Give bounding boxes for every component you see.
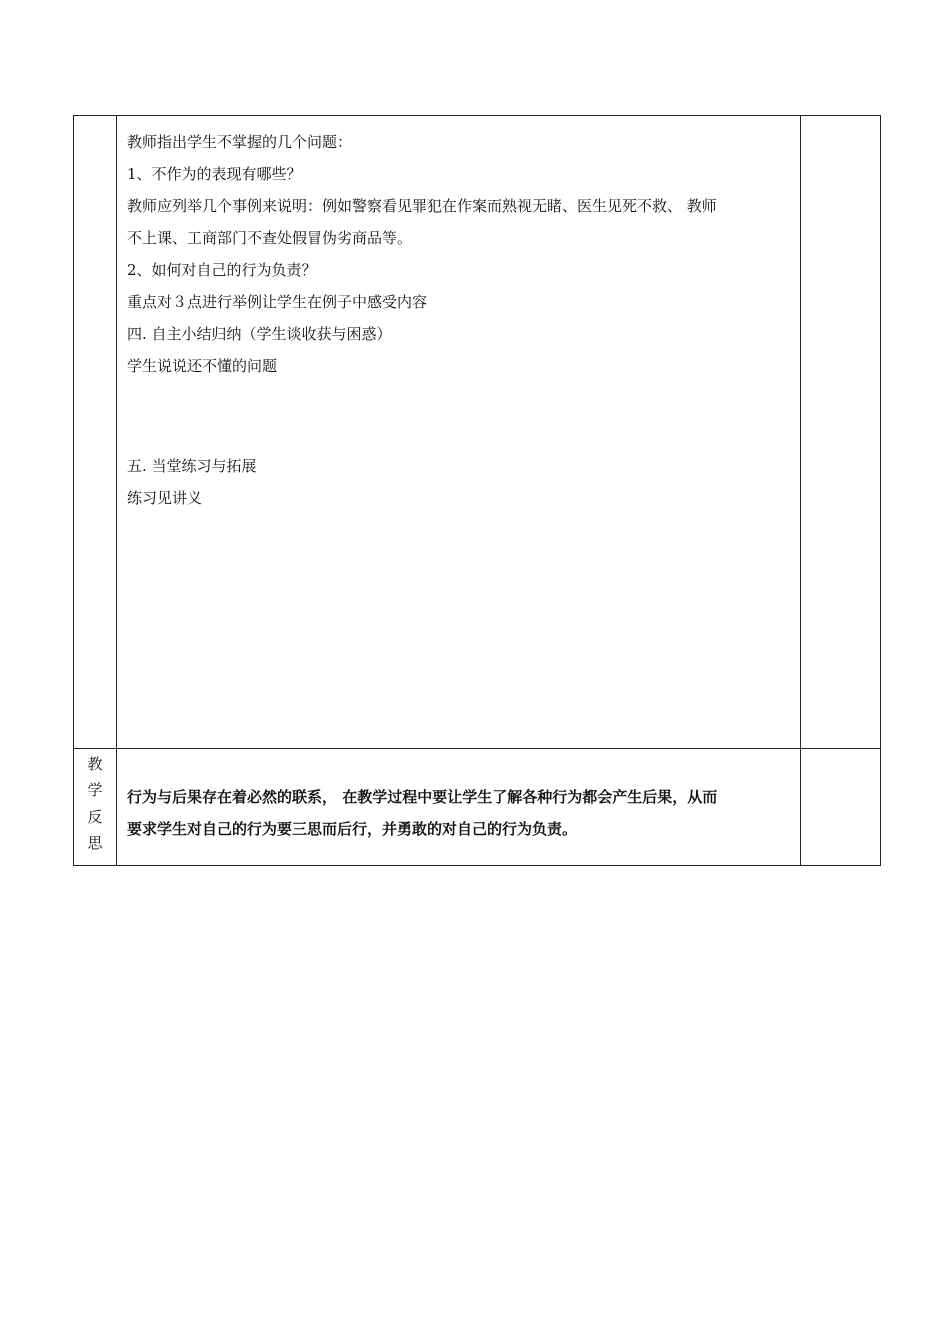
content-body <box>117 116 800 514</box>
section-five-title: 五. 当堂练习与拓展 <box>127 457 257 475</box>
reflection-text <box>117 749 800 845</box>
content-line: 2、如何对自己的行为负责？ <box>127 261 317 279</box>
reflection-line: 行为与后果存在着必然的联系， 在教学过程中要让学生了解各种行为都会产生后果，从而 <box>127 787 718 806</box>
content-line: 学生说说还不懂的问题 <box>127 357 278 375</box>
content-line: 教师应列举几个事例来说明：例如警察看见罪犯在作案而熟视无睹、医生见死不救、 教师 <box>127 197 717 215</box>
content-line: 1、不作为的表现有哪些？ <box>127 165 302 183</box>
empty-label-cell <box>74 116 117 749</box>
content-line: 四. 自主小结归纳（学生谈收获与困惑） <box>127 325 392 343</box>
spacer <box>127 382 790 450</box>
content-line: 重点对３点进行举例让学生在例子中感受内容 <box>127 293 428 311</box>
empty-right-cell <box>801 748 881 865</box>
empty-right-cell <box>801 116 881 749</box>
reflection-line: 要求学生对自己的行为要三思而后行，并勇敢的对自己的行为负责。 <box>127 819 578 838</box>
content-line: 不上课、工商部门不查处假冒伪劣商品等。 <box>127 229 413 247</box>
content-cell <box>117 116 801 749</box>
reflection-label <box>74 749 116 857</box>
reflection-label-cell <box>74 748 117 865</box>
content-row <box>74 116 881 749</box>
label-char: 学 <box>87 781 103 800</box>
label-char: 教 <box>87 754 103 773</box>
label-char: 思 <box>87 834 103 853</box>
content-line: 教师指出学生不掌握的几个问题： <box>127 133 353 151</box>
reflection-cell <box>117 748 801 865</box>
lesson-plan-table <box>73 115 881 866</box>
reflection-row <box>74 748 881 865</box>
section-five-line: 练习见讲义 <box>127 489 203 507</box>
label-char: 反 <box>87 807 103 826</box>
